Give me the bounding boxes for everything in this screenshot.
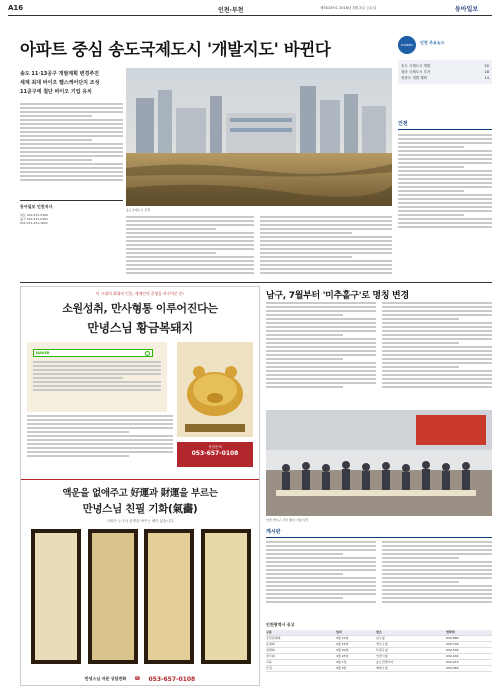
promo-body-2 xyxy=(27,415,173,475)
naver-search-bar[interactable] xyxy=(33,349,153,357)
table-header-cell: 일자 xyxy=(336,630,342,634)
article-body-right-1 xyxy=(266,302,376,407)
channel-item-text: 청라 국제도시 투자 xyxy=(401,70,431,74)
phone-icon: ☎ xyxy=(134,676,141,682)
search-icon[interactable] xyxy=(145,351,150,356)
promo-footer[interactable] xyxy=(21,673,259,685)
table-cell: 모집 xyxy=(266,666,272,670)
promo-top-note: 이 시대의 최대의 인물, 세계인의 운명을 바꾸어준 분! xyxy=(95,291,185,296)
channel-item-text: 영종도 개발 계획 xyxy=(401,76,427,80)
promo-title-1: 소원성취, 만사형통 이루어진다는 xyxy=(62,302,218,315)
table-cell: 교육 xyxy=(266,660,272,664)
article-heading: 남구, 7월부터 '미추홀구'로 명칭 변경 xyxy=(266,291,409,301)
promo-phone: 053-657-0108 xyxy=(191,450,239,457)
table-cell: 주민설명회 xyxy=(266,636,281,640)
table-cell: 032-749 xyxy=(446,642,459,646)
contact-box xyxy=(20,200,123,280)
channel-badge: CHANNEL xyxy=(398,36,416,54)
headline-subhead-3: 11공구에 첨단 바이오 기업 유치 xyxy=(20,89,92,95)
header-rule xyxy=(8,15,492,16)
channel-item-num: 18 xyxy=(484,70,489,74)
table-cell: 032-509 xyxy=(446,648,459,652)
channel-box xyxy=(398,36,492,116)
table-cell: 전시회 xyxy=(266,654,275,658)
headline-subhead-1: 송도 11·13공구 개발계획 변경추진 xyxy=(20,71,99,77)
table-cell: 공청회 xyxy=(266,642,275,646)
channel-rank-label: 인천 주요뉴스 xyxy=(420,40,445,45)
headline-subhead-2: 세계 최대 바이오 헬스케어단지 조성 xyxy=(20,80,100,86)
table-cell: 4월 5일 xyxy=(336,666,347,670)
promo-divider xyxy=(21,479,259,480)
article-body-mid-2 xyxy=(260,216,392,278)
headline-subheads xyxy=(20,70,120,97)
channel-item-text: 송도 국제도시 개발 xyxy=(401,64,431,68)
briefs-section xyxy=(398,120,492,270)
gold-pig-image xyxy=(177,342,253,437)
promo-title-4: 만녕스님 친필 기화(氣畵) xyxy=(82,503,198,515)
promo-title-2: 만녕스님 황금복돼지 xyxy=(87,321,193,335)
contact-line-2: 광고 032-431-0181 xyxy=(20,217,49,221)
table-header-cell: 장소 xyxy=(376,630,382,634)
contact-line-1: 대표 032-431-0180 xyxy=(20,213,49,217)
briefs-body xyxy=(398,134,492,274)
channel-item-num: 20 xyxy=(484,64,489,68)
bulletin-section xyxy=(266,528,492,618)
table-cell: 3월 15일 xyxy=(336,642,349,646)
article-body-left xyxy=(20,103,123,198)
artwork-frame xyxy=(144,529,194,664)
event-caption: 인천 연수구 주민 행사 기념 사진 xyxy=(266,518,309,522)
table-cell: 연수구청 xyxy=(376,642,388,646)
page-number: A16 xyxy=(8,4,24,12)
table-cell: 032-450 xyxy=(446,666,459,670)
table-cell: 032-880 xyxy=(446,636,459,640)
bulletin-body-2 xyxy=(382,541,492,621)
table-header-cell: 연락처 xyxy=(446,630,455,634)
table-cell: 송도컨벤시아 xyxy=(376,660,394,664)
promo-body xyxy=(33,361,161,409)
table-cell: 032-440 xyxy=(446,654,459,658)
promo-ad[interactable] xyxy=(20,286,260,686)
artwork-frames xyxy=(31,529,251,669)
article-body-mid xyxy=(126,216,254,278)
bulletin-body-1 xyxy=(266,541,376,621)
artwork-frame xyxy=(31,529,81,664)
songdo-photo-graphic xyxy=(126,68,392,206)
bulletin-title: 게시판 xyxy=(266,528,492,538)
promo-footer-label: 만녕스님 자문 상담전화 xyxy=(84,676,127,681)
headline-title: 아파트 중심 송도국제도시 '개발지도' 바뀐다 xyxy=(20,40,331,59)
briefs-title: 인천 xyxy=(398,120,492,130)
artwork-frame xyxy=(88,529,138,664)
contact-title: 동아일보 인천지사 xyxy=(20,204,53,209)
contact-line-3: FAX 032-431-1802 xyxy=(20,221,48,225)
channel-item-num: 14 xyxy=(484,76,489,80)
table-cell: 3월 20일 xyxy=(336,648,349,652)
table-header-cell: 구분 xyxy=(266,630,272,634)
paper-name: 동아일보 xyxy=(455,6,479,13)
table-cell: 3월 10일 xyxy=(336,636,349,640)
table-cell: 인천시청 xyxy=(376,654,388,658)
table-cell: 부평구청 xyxy=(376,648,388,652)
promo-footer-phone: 053-657-0108 xyxy=(148,675,196,683)
event-photo xyxy=(266,410,492,516)
naver-label: NAVER xyxy=(36,351,50,355)
promo-title-3: 액운을 없애주고 好運과 財運을 부르는 xyxy=(62,488,218,499)
notice-table xyxy=(266,622,492,687)
table-cell: 설명회 xyxy=(266,648,275,652)
table-row xyxy=(266,666,492,672)
section-name: 인천·부천 xyxy=(218,7,244,14)
photo-caption: 송도국제도시 전경 xyxy=(126,208,151,212)
article-body-right-2 xyxy=(382,302,492,407)
artwork-frame xyxy=(201,529,251,664)
table-cell: 4월 1일 xyxy=(336,660,347,664)
table-cell: 032-210 xyxy=(446,660,459,664)
table-cell: 남구청 xyxy=(376,636,385,640)
songdo-photo xyxy=(126,68,392,206)
promo-phone-box[interactable] xyxy=(177,442,253,467)
mid-divider xyxy=(20,282,492,283)
edition-info: 제30329호 2016년 3월 2일 금요일 xyxy=(320,6,376,10)
channel-list xyxy=(398,60,492,84)
promo-phone-label: 상담문의 xyxy=(208,445,222,449)
notice-table-title: 인천광역시 공고 xyxy=(266,622,295,627)
channel-item[interactable] xyxy=(401,75,489,81)
promo-bottom-note: 사람은 누구나 운명을 바꾸는 때가 있습니다 xyxy=(106,519,174,523)
table-cell: 계양구청 xyxy=(376,666,388,670)
table-cell: 3월 25일 xyxy=(336,654,349,658)
